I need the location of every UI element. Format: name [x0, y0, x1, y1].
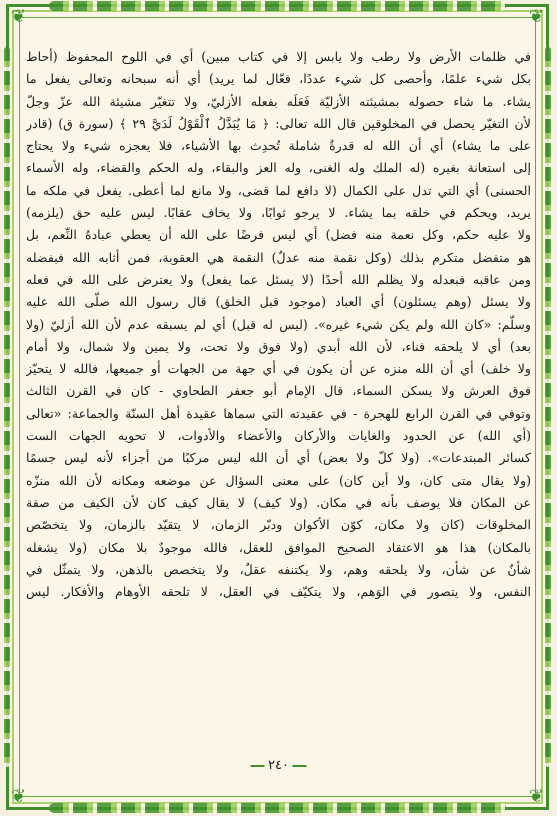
text-line: عن المكان فلا يوصف بأنه في مكان. (ولا كيف) لا يقال كيف كان لأن الكيف من صفة: [26, 494, 531, 510]
text-line: على ما يشاء) أي أن الله له قدرةٌ شاملة تُحدِث بها الأشياء، فلا يعجزه شيء ولا يحتاج: [26, 138, 531, 154]
text-line: يريد، ويحكم في خلقه بما يشاء. لا يرجو ثوابًا، ولا يخاف عقابًا. ليس عليه حق (يلزمه): [26, 205, 531, 221]
text-line: وسلّم: «كان الله ولم يكن شيء غيره». (ليس له قبل) أي لم يسبقه عدم لأن الله أزليّ (ولا: [26, 316, 531, 332]
text-line: ومن عاقبه فبعدله ولا يظلم الله أحدًا (لا يسئل عما يفعل) ولا يعترض على الله في فعله: [26, 271, 531, 287]
text-line: بكل شيء علمًا، وأحصى كل شيء عددًا، فعّال لما يريد) أي أنه سبحانه وتعالى يفعل ما: [26, 71, 531, 87]
bottom-vine-ornament: [49, 803, 506, 813]
corner-ornament-icon: ❦: [11, 6, 27, 27]
text-line: لأن التغيّر يحصل في المخلوقين قال الله تعالى: ﴿ مَا يُبَدَّلُ ٱلْقَوْلُ لَدَيَّ ٢٩ ﴾ (سورة ق) (قادر: [26, 115, 531, 131]
text-line: ولا خلف) أي أن الله منزه عن أن يكون في أي جهة من الجهات أو جميعها، فالله لا يتحيّز: [26, 361, 531, 377]
page-number: ٢٤٠: [250, 756, 307, 776]
text-line: (ولا يقال متى كان، ولا أين كان) على معنى السؤال عن موضعه ومكانه لأن الله منزّه: [26, 472, 531, 488]
corner-ornament-icon: ❦: [528, 786, 544, 807]
text-line: هو متفضل متكرم بذلك (وكل نقمة منه عدلٌ) النقمة هي العقوبة، فمن أثابه الله فبفضله: [26, 249, 531, 265]
text-line: الحسنى) أي التي تدل على الكمال (لا دافع لما قضى، ولا مانع لما أعطى. يفعل في ملكه ما: [26, 182, 531, 198]
top-vine-ornament: [49, 1, 506, 11]
text-line: فوق العرش ولا يسكن السماء، قال الإمام أبو جعفر الطحاوي - كان في القرن الثالث: [26, 383, 531, 399]
text-line: إلى استعانة بغيره (له الملك وله الغنى، وله العز والبقاء، وله الحكم والقضاء، وله الأسماء: [26, 160, 531, 176]
text-line: يشاء. ما شاء حصوله بمشيئته الأزليّة فَعَلَه بفعله الأزليّ، ولا تتغيّر مشيئة الله عزّ وجلّ: [26, 93, 531, 109]
text-line: شأنٌ عن شأن، ولا يلحقه وهم، ولا يكتنفه عقلٌ، ولا يتخصص بالذهن، ولا يتمثّل في: [26, 561, 531, 577]
text-line: المخلوقات (كان ولا مكان، كوّن الأكوان ودبّر الزمان، لا يتقيّد بالزمان، ولا يتخصّص: [26, 517, 531, 533]
body-text: [26, 46, 531, 603]
text-line: بالمكان) هذا هو الاعتقاد الصحيح الموافق للعقل، فالله موجودٌ بلا مكان (ولا يشغله: [26, 539, 531, 555]
text-line: النفس، ولا يتصور في الوَهم، ولا يتكيّف في العقل، لا تلحقه الأوهام والأفكار. ليس: [26, 584, 531, 600]
corner-ornament-icon: ❦: [11, 786, 27, 807]
corner-ornament-icon: ❦: [528, 6, 544, 27]
text-line: بعد) أي لا يلحقه فناء، لأن الله أبدي (ولا فوق ولا تحت، ولا يمين ولا شمال، ولا أمام: [26, 338, 531, 354]
text-line: (أي الله) عن الحدود والغايات والأركان والأعضاء والأدوات، لا تحويه الجهات الست: [26, 428, 531, 444]
text-line: كسائر المبتدعات». (ولا كلّ ولا بعض) أي أن الله ليس مركبًا من أجزاء لأنه ليس جسمًا: [26, 450, 531, 466]
text-line: في ظلمات الأرض ولا رطب ولا يابس إلا في كتاب مبين) أي في اللوح المحفوظ (أحاط: [26, 49, 531, 64]
text-line: وتوفي في القرن الرابع للهجرة - في عقيدته التي سماها عقيدة أهل السنّة والجماعة: «تعالى: [26, 405, 531, 421]
left-vine-ornament: [4, 47, 10, 767]
right-vine-ornament: [545, 47, 551, 767]
text-line: ولا يسئل (وهم يسئلون) أي العباد (موجود قبل الخلق) قال رسول الله صلّى الله عليه: [26, 294, 531, 310]
text-line: ولا عليه حكم، وكل نعمة منه فضل) أي ليس فرضًا على الله أن يعطي عبادهُ النِّعم، بل: [26, 227, 531, 243]
